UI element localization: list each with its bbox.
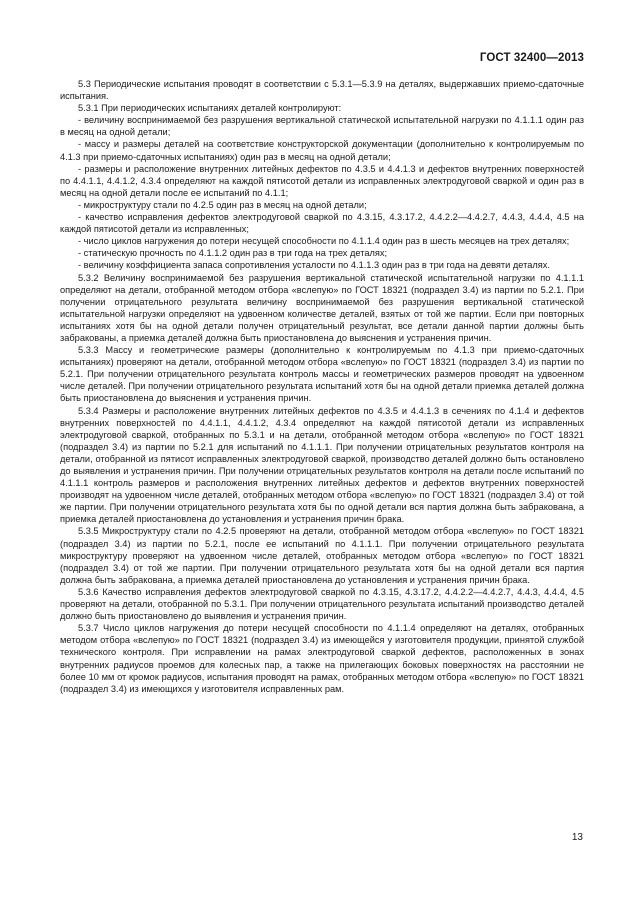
page-number: 13 (571, 832, 583, 843)
section-5-3-7: 5.3.7 Число циклов нагружения до потери несущей способности по 4.1.1.4 определяют на деталях, отобранных методом отбора «вслепую» по ГОСТ 18321 (подраздел 3.4) из имеющейся у изготовителя продукции, принятой службой технического контроля. При исправлении на рамах электродуговой сваркой дефектов, расположенных в зонах внутренних радиусов проемов для колесных пар, а также на прилегающих боковых поверхностях на расстоянии не более 10 мм от кромок радиусов, испытания проводят на рамах, отобранных методом отбора «вслепую» по ГОСТ 18321 (подраздел 3.4) из имеющихся у изготовителя исправленных рам. (60, 623, 584, 694)
list-item: - число циклов нагружения до потери несущей способности по 4.1.1.4 один раз в шесть месяцев на трех деталях; (78, 236, 570, 247)
list-item: - качество исправления дефектов электродуговой сваркой по 4.3.15, 4.3.17.2, 4.4.2.2—4.4.2.7, 4.4.3, 4.4.4, 4.5 на каждой пятисотой детали из исправленных; (60, 212, 584, 235)
section-5-3-5: 5.3.5 Микроструктуру стали по 4.2.5 проверяют на детали, отобранной методом отбора «вслепую» по ГОСТ 18321 (подраздел 3.4) из партии по 5.2.1, после ее испытаний по 4.1.1.1. При получении отрицательного результата микроструктуру проверяют на удвоенном числе деталей, отобранных методом отбора «вслепую» по ГОСТ 18321 (подраздел 3.4) от той же партии. При получении отрицательного результата хотя бы на одной детали вся партия должна быть забракована, а приемка деталей приостановлена до установления и устранения причин брака. (60, 526, 584, 585)
list-item: - размеры и расположение внутренних литейных дефектов по 4.3.5 и 4.4.1.3 и дефектов внутренних поверхностей по 4.4.1.1, 4.4.1.2, 4.3.4 определяют на каждой пятисотой детали из исправленных электродуговой сваркой и один раз в месяц на одной детали после ее испытаний по 4.1.1; (60, 163, 584, 198)
section-5-3-1: 5.3.1 При периодических испытаниях деталей контролируют: (78, 103, 342, 114)
section-5-3-2: 5.3.2 Величину воспринимаемой без разрушения вертикальной статической испытательной нагрузки по 4.1.1.1 определяют на детали, отобранной методом отбора «вслепую» по ГОСТ 18321 (подраздел 3.4) из партии по 5.2.1. При получении отрицательного результата величину воспринимаемой без разрушения вертикальной статической испытательной нагрузки определяют на удвоенном количестве деталей, взятых от той же партии. Если при повторных испытаниях хотя бы на одной детали получен отрицательный результат, все детали данной партии должны быть забракованы, а приемка деталей должна быть приостановлена до выяснения и устранения причин. (60, 272, 584, 343)
list-item: - величину воспринимаемой без разрушения вертикальной статической испытательной нагрузки по 4.1.1.1 один раз в месяц на одной детали; (60, 115, 584, 138)
list-item: - статическую прочность по 4.1.1.2 один раз в три года на трех деталях; (78, 248, 388, 259)
standard-code: ГОСТ 32400—2013 (479, 52, 584, 64)
list-item: - микроструктуру стали по 4.2.5 один раз в месяц на одной детали; (78, 199, 367, 210)
list-item: - величину коэффициента запаса сопротивления усталости по 4.1.1.3 один раз в три года на девяти деталях. (78, 260, 550, 271)
list-item: - массу и размеры деталей на соответствие конструкторской документации (дополнительно к контролируемым по 4.1.3 при приемо-сдаточных испытаниях) один раз в месяц на одной детали; (60, 139, 584, 162)
section-5-3-4: 5.3.4 Размеры и расположение внутренних литейных дефектов по 4.3.5 и 4.4.1.3 в сечениях по 4.1.4 и дефектов внутренних поверхностей по 4.4.1.1, 4.4.1.2, 4.3.4 определяют на каждой пятисотой детали из исправленных электродуговой сваркой, отобранных по 5.3.1 и на детали, отобранной методом отбора «вслепую» по ГОСТ 18321 (подраздел 3.4) из партии по 5.2.1 для испытаний по 4.1.1.1. При получении отрицательных результатов контроля на детали, отобранной из пятисот исправленных электродуговой сваркой, производство деталей должно быть остановлено до выявления и устранения причин. При получении отрицательных результатов контроля на детали после испытаний по 4.1.1.1 контроль размеров и расположения внутренних литейных дефектов и дефектов внутренних поверхностей производят на удвоенном числе деталей, отобранных методом отбора «вслепую» по ГОСТ 18321 (подраздел 3.4) от той же партии. При получении отрицательного результата хотя бы по одной детали вся партия должна быть забракована, а приемка деталей приостановлена до установления и устранения причин брака. (60, 405, 584, 525)
section-5-3-3: 5.3.3 Массу и геометрические размеры (дополнительно к контролируемым по 4.1.3 при приемо-сдаточных испытаниях) проверяют на детали, отобранной методом отбора «вслепую» по ГОСТ 18321 (подраздел 3.4) из партии по 5.2.1. При получении отрицательного результата контроль массы и геометрических размеров проводят на удвоенном числе деталей. При получении отрицательного результата испытаний хотя бы на одной детали приемка деталей должна быть приостановлена до выяснения и устранения причин. (60, 345, 584, 404)
body-text (60, 78, 584, 695)
section-5-3-6: 5.3.6 Качество исправления дефектов электродуговой сваркой по 4.3.15, 4.3.17.2, 4.4.2.2—4.4.2.7, 4.4.3, 4.4.4, 4.5 проверяют на детали, отобранной по 5.3.1. При получении отрицательного результата испытаний производство деталей должно быть приостановлено до выявления и устранения причин. (60, 586, 584, 622)
section-5-3: 5.3 Периодические испытания проводят в соответствии с 5.3.1—5.3.9 на деталях, выдержавших приемо-сдаточные испытания. (60, 79, 584, 102)
